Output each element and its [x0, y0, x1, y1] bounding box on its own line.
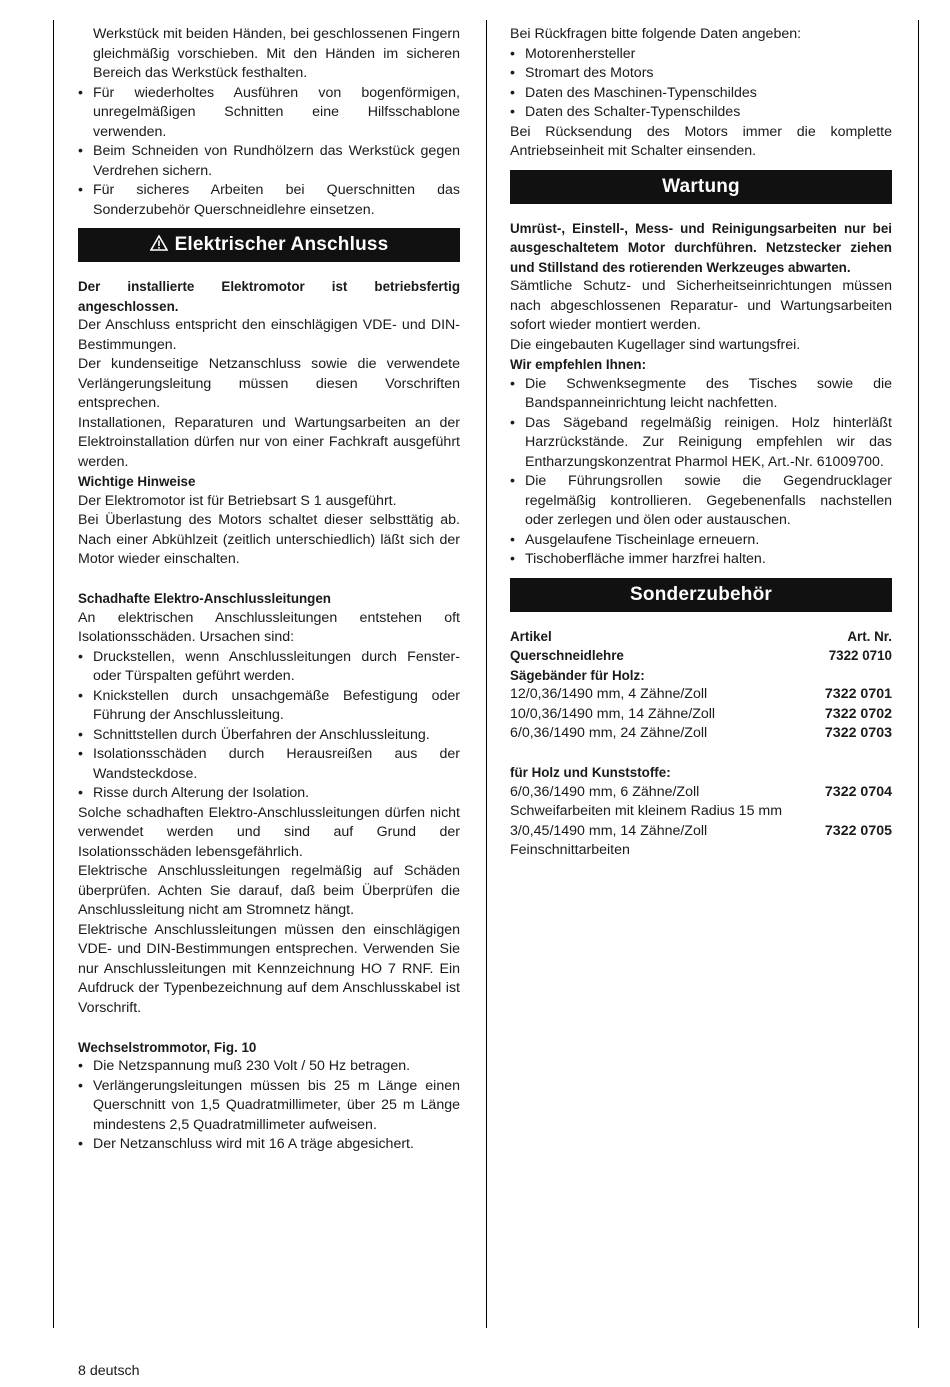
- group-heading: für Holz und Kunststoffe:: [510, 765, 671, 780]
- list-item: • Daten des Schalter-Typenschildes: [510, 103, 892, 123]
- intro-bullet-list: [78, 84, 460, 221]
- list-item: • Risse durch Alterung der Isolation.: [78, 784, 460, 804]
- table-row: [510, 822, 892, 842]
- elektro-paragraph: Der kundenseitige Netzanschluss sowie die verwendete Verlängerungsleitung müssen diesen Vorschriften entsprechen.: [78, 356, 460, 411]
- schad-paragraph: Solche schadhaften Elektro-Anschlussleitungen dürfen nicht verwendet werden und sind auf Grund der Isolationsschäden lebensgefährlich.: [78, 804, 460, 860]
- intro-continuation: Werkstück mit beiden Händen, bei geschlossenen Fingern gleichmäßig vorschieben. Mit den Händen im sicheren Bereich das Werkstück festhalten.: [93, 26, 460, 81]
- list-item: • Daten des Maschinen-Typenschildes: [510, 84, 892, 104]
- page-footer: 8 deutsch: [78, 1363, 140, 1379]
- hinweise-paragraph: Bei Überlastung des Motors schaltet dieser selbsttätig ab. Nach einer Abkühlzeit (zeitlich unterschiedlich) läßt sich der Motor wieder einschalten.: [78, 512, 460, 567]
- elektro-section-header: [78, 228, 460, 262]
- item-label: 10/0,36/1490 mm, 14 Zähne/Zoll: [510, 705, 716, 722]
- list-item: • Knickstellen durch unsachgemäße Befestigung oder Führung der Anschlussleitung.: [78, 687, 460, 726]
- list-item: • Für sicheres Arbeiten bei Querschnitten das Sonderzubehör Querschneidlehre einsetzen.: [78, 181, 460, 220]
- table-row: [510, 685, 892, 705]
- item-label: Querschneidlehre: [510, 648, 624, 663]
- list-item: • Die Netzspannung muß 230 Volt / 50 Hz betragen.: [78, 1057, 460, 1077]
- schad-heading: Schadhafte Elektro-Anschlussleitungen: [78, 591, 331, 606]
- item-code: 7322 0704: [824, 783, 892, 800]
- list-item: • Tischoberfläche immer harzfrei halten.: [510, 550, 892, 570]
- wartung-section-header: [510, 170, 892, 204]
- list-item: • Motorenhersteller: [510, 45, 892, 65]
- item-label: 6/0,36/1490 mm, 6 Zähne/Zoll: [510, 783, 700, 800]
- center-column-rule: [486, 20, 487, 1328]
- wartung-paragraph: Die eingebauten Kugellager sind wartungsfrei.: [510, 336, 801, 353]
- table-row: [510, 783, 892, 803]
- schad-paragraph: An elektrischen Anschlussleitungen entstehen oft Isolationsschäden. Ursachen sind:: [78, 609, 460, 645]
- item-note: Feinschnittarbeiten: [510, 842, 630, 858]
- list-item: • Verlängerungsleitungen müssen bis 25 m Länge einen Querschnitt von 1,5 Quadratmillimeter, über 25 m Länge mindestens 2,5 Quadratmillimeter aufweisen.: [78, 1077, 460, 1136]
- warning-triangle-icon: [150, 229, 168, 245]
- col-header-artikel: Artikel: [510, 628, 552, 644]
- schad-paragraph: Elektrische Anschlussleitungen regelmäßig auf Schäden überprüfen. Achten Sie darauf, daß beim Überprüfen die Anschlussleitung nicht am Stromnetz hängt.: [78, 863, 460, 918]
- sonder-section-header: [510, 578, 892, 612]
- left-column: [78, 25, 460, 1155]
- elektro-paragraph: Installationen, Reparaturen und Wartungsarbeiten an der Elektroinstallation dürfen nur von einer Fachkraft ausgeführt werden.: [78, 414, 460, 470]
- wechsel-heading: Wechselstrommotor, Fig. 10: [78, 1039, 257, 1055]
- empfehlen-bullet-list: [510, 375, 892, 570]
- col-header-artnr: Art. Nr.: [847, 628, 892, 644]
- right-column: [510, 25, 892, 861]
- table-row: [510, 705, 892, 725]
- item-code: 7322 0703: [824, 725, 892, 741]
- hinweise-heading: Wichtige Hinweise: [78, 474, 196, 489]
- list-item: • Der Netzanschluss wird mit 16 A träge abgesichert.: [78, 1135, 460, 1155]
- rueck-paragraph: Bei Rückfragen bitte folgende Daten angeben:: [510, 26, 802, 42]
- item-code: 7322 0702: [824, 705, 892, 722]
- list-item: • Druckstellen, wenn Anschlussleitungen durch Fenster- oder Türspalten geführt werden.: [78, 648, 460, 687]
- list-item: • Die Schwenksegmente des Tisches sowie die Bandspanneinrichtung leicht nachfetten.: [510, 375, 892, 414]
- item-code: 7322 0701: [824, 686, 892, 702]
- item-label: 12/0,36/1490 mm, 4 Zähne/Zoll: [510, 686, 708, 702]
- wartung-paragraph: Sämtliche Schutz- und Sicherheitseinrichtungen müssen nach abgeschlossenen Reparatur- und Wartungsarbeiten sofort wieder montiert werden.: [510, 278, 892, 333]
- group-heading: Sägebänder für Holz:: [510, 667, 645, 683]
- item-code: 7322 0710: [828, 648, 892, 663]
- wartung-lead: Umrüst-, Einstell-, Mess- und Reinigungsarbeiten nur bei ausgeschaltetem Motor durchführen. Netzstecker ziehen und Stillstand des rotierenden Werkzeuges abwarten.: [510, 220, 892, 275]
- list-item: • Schnittstellen durch Überfahren der Anschlussleitung.: [78, 726, 460, 746]
- item-label: 6/0,36/1490 mm, 24 Zähne/Zoll: [510, 725, 708, 741]
- wartung-title: Wartung: [662, 175, 740, 197]
- list-item: • Das Sägeband regelmäßig reinigen. Holz hinterläßt Harzrückstände. Zur Reinigung empfehlen wir das Entharzungskonzentrat Pharmol HEK, Art.-Nr. 61009700.: [510, 414, 892, 473]
- elektro-lead: Der installierte Elektromotor ist betriebsfertig angeschlossen.: [78, 279, 460, 314]
- list-item: • Die Führungsrollen sowie die Gegendrucklager regelmäßig kontrollieren. Gegebenenfalls nachstellen oder zerlegen und ölen oder austauschen.: [510, 472, 892, 531]
- accessory-table-header: [510, 627, 892, 647]
- list-item: • Stromart des Motors: [510, 64, 892, 84]
- list-item: • Ausgelaufene Tischeinlage erneuern.: [510, 531, 892, 551]
- accessory-table: [510, 627, 892, 861]
- right-margin-rule: [918, 20, 919, 1328]
- list-item: • Beim Schneiden von Rundhölzern das Werkstück gegen Verdrehen sichern.: [78, 142, 460, 181]
- elektro-title: Elektrischer Anschluss: [174, 234, 389, 255]
- empfehlen-heading: Wir empfehlen Ihnen:: [510, 357, 647, 372]
- list-item: • Für wiederholtes Ausführen von bogenförmigen, unregelmäßigen Schnitten eine Hilfsschablone verwenden.: [78, 84, 460, 143]
- hinweise-paragraph: Der Elektromotor ist für Betriebsart S 1 ausgeführt.: [78, 492, 397, 509]
- left-margin-rule: [53, 20, 54, 1328]
- sonder-title: Sonderzubehör: [630, 583, 772, 605]
- wechsel-bullet-list: [78, 1057, 460, 1155]
- rueck-bullet-list: [510, 45, 892, 123]
- list-item: • Isolationsschäden durch Herausreißen aus der Wandsteckdose.: [78, 745, 460, 784]
- schad-bullet-list: [78, 648, 460, 804]
- schad-paragraph: Elektrische Anschlussleitungen müssen den einschlägigen VDE- und DIN-Bestimmungen entsprechen. Verwenden Sie nur Anschlussleitungen mit Kennzeichnung HO 7 RNF. Ein Aufdruck der Typenbezeichnung auf dem Anschlusskabel ist Vorschrift.: [78, 921, 460, 1016]
- item-label: 3/0,45/1490 mm, 14 Zähne/Zoll: [510, 822, 708, 839]
- elektro-paragraph: Der Anschluss entspricht den einschlägigen VDE- und DIN-Bestimmungen.: [78, 317, 460, 353]
- table-row: [510, 646, 892, 666]
- item-note: Schweifarbeiten mit kleinem Radius 15 mm: [510, 803, 783, 819]
- item-code: 7322 0705: [824, 822, 892, 839]
- rueck-paragraph: Bei Rücksendung des Motors immer die komplette Antriebseinheit mit Schalter einsenden.: [510, 123, 892, 159]
- table-row: [510, 724, 892, 744]
